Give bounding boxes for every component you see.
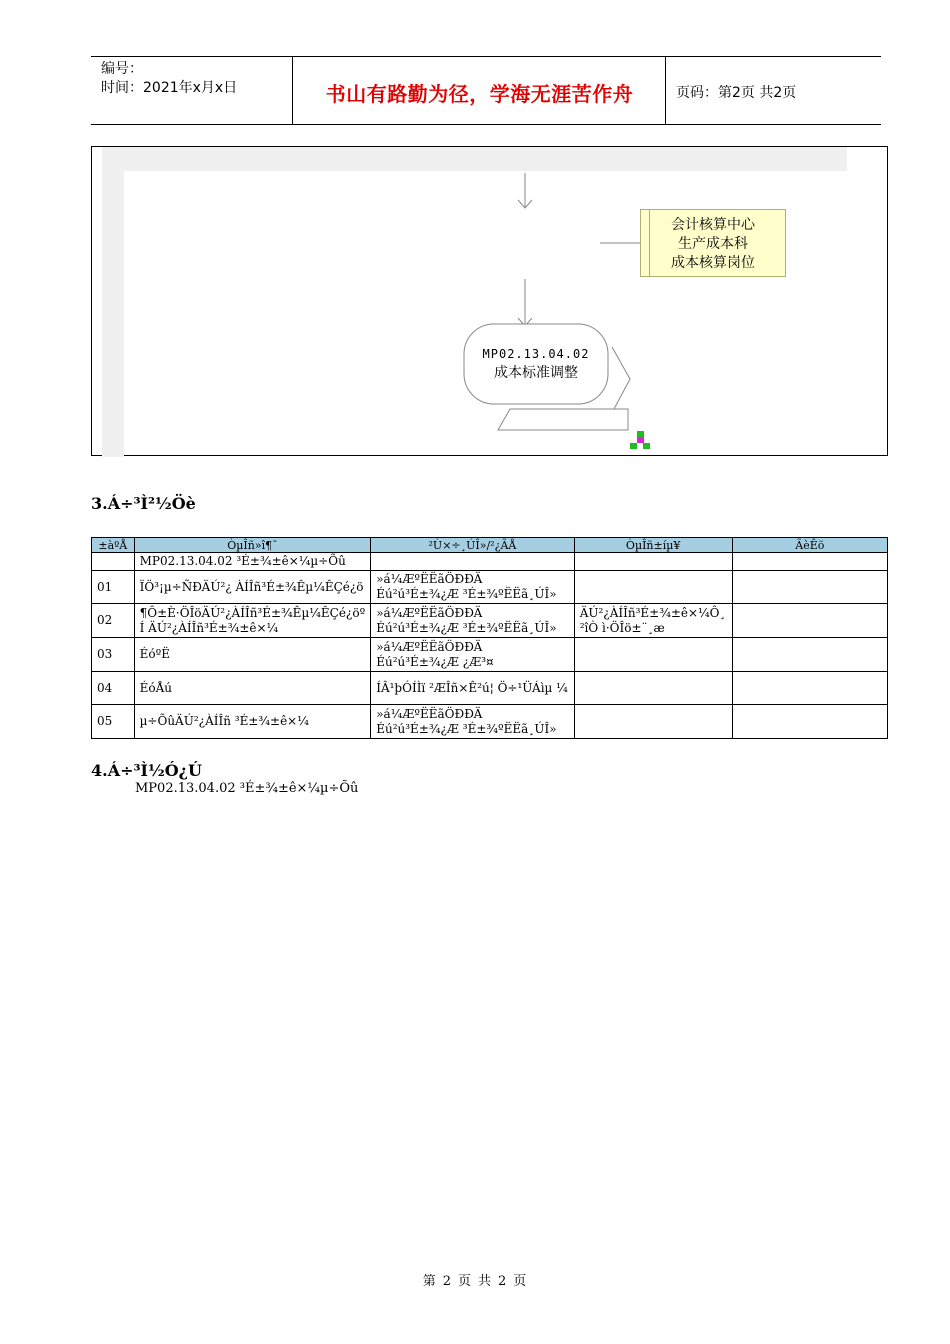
tree-icon	[630, 443, 637, 449]
header-top-rule	[91, 56, 881, 57]
table-cell	[574, 638, 732, 672]
table-cell	[574, 553, 732, 571]
table-cell: ÏÖ³¡µ÷ÑÐÄÚ²¿ ÀÍÎñ³É±¾Êµ¼ÊÇé¿ö	[134, 571, 371, 604]
doc-date-label: 时间：2021年x月x日	[101, 80, 238, 96]
column-header: ÒµÎñ±íµ¥	[574, 538, 732, 553]
table-cell	[574, 672, 732, 705]
table-row	[92, 705, 888, 739]
footer-part: 共	[478, 1274, 493, 1289]
process-name: 成本标准调整	[494, 365, 578, 381]
table-cell	[732, 672, 887, 705]
table-cell: 05	[92, 705, 135, 739]
table-row	[92, 604, 888, 638]
table-cell: 04	[92, 672, 135, 705]
table-cell: ÉóºË	[134, 638, 371, 672]
header-bottom-rule	[91, 124, 881, 125]
table-cell	[574, 571, 732, 604]
section-4-title: 4.Á÷³Ì½Ó¿Ú	[91, 761, 202, 780]
table-row	[92, 638, 888, 672]
column-header: ÒµÎñ»î¶¯	[134, 538, 371, 553]
section-3-title: 3.Á÷³Ì²½Öè	[91, 494, 196, 513]
table-cell	[92, 553, 135, 571]
header-page-number: 页码：第2页 共2页	[676, 85, 797, 101]
table-cell: ÄÚ²¿ÀÍÎñ³É±¾±ê×¼Ô¸ ²îÒ ì·ÖÎö±¨¸æ	[574, 604, 732, 638]
footer-part: 2	[442, 1274, 452, 1289]
table-row	[92, 553, 888, 571]
table-cell: ¶Ô±È·ÖÎöÄÚ²¿ÀÍÎñ³É±¾Êµ¼ÊÇé¿öº Í ÄÚ²¿ÀÍÎñ³É±¾±ê×¼	[134, 604, 371, 638]
org-unit-box	[640, 209, 786, 277]
column-header: ÃèÊö	[732, 538, 887, 553]
table-cell	[732, 553, 887, 571]
table-cell: »á¼ÆºËËãÖÐÐÄ Éú²ú³É±¾¿Æ ¿Æ³¤	[371, 638, 574, 672]
org-box-bar	[649, 210, 650, 276]
table-cell: »á¼ÆºËËãÖÐÐÄ Éú²ú³É±¾¿Æ ³É±¾ºËËã¸ÚÎ»	[371, 571, 574, 604]
section-4-body: MP02.13.04.02 ³É±¾±ê×¼µ÷Õû	[135, 781, 359, 796]
table-cell: 02	[92, 604, 135, 638]
flowchart-panel	[91, 146, 888, 456]
table-row	[92, 571, 888, 604]
process-code: MP02.13.04.02	[482, 347, 590, 361]
flowchart-canvas	[92, 147, 889, 457]
column-header: ±àºÅ	[92, 538, 135, 553]
process-steps-table	[91, 537, 888, 739]
table-header-row	[92, 538, 888, 553]
table-cell: ÉóÅú	[134, 672, 371, 705]
table-cell	[574, 705, 732, 739]
table-cell: 01	[92, 571, 135, 604]
flow-left-band	[102, 171, 124, 457]
table-cell: 03	[92, 638, 135, 672]
offpage-shape-bottom	[498, 409, 628, 430]
table-cell: »á¼ÆºËËãÖÐÐÄ Éú²ú³É±¾¿Æ ³É±¾ºËËã¸ÚÎ»	[371, 705, 574, 739]
table-cell: MP02.13.04.02 ³É±¾±ê×¼µ÷Õû	[134, 553, 371, 571]
table-cell: »á¼ÆºËËãÖÐÐÄ Éú²ú³É±¾¿Æ ³É±¾ºËËã¸ÚÎ»	[371, 604, 574, 638]
header-motto: 书山有路勤为径，学海无涯苦作舟	[325, 82, 634, 106]
org-line: 会计核算中心	[671, 217, 755, 233]
table-cell: ÍÂ¹þÓÍÌï ²ÆÎñ×Ê²ú¦ Ö÷¹ÜÁìµ ¼	[371, 672, 574, 705]
table-row	[92, 672, 888, 705]
table-cell	[371, 553, 574, 571]
footer-part: 第	[422, 1274, 437, 1289]
column-header: ²Ù×÷¸ÚÎ»/²¿ÃÅ	[371, 538, 574, 553]
table-cell: µ÷ÕûÄÚ²¿ÀÍÎñ ³É±¾±ê×¼	[134, 705, 371, 739]
page-footer	[0, 1270, 950, 1289]
table-cell	[732, 638, 887, 672]
tree-icon	[637, 431, 644, 437]
footer-part: 2	[498, 1274, 508, 1289]
org-line: 成本核算岗位	[671, 255, 755, 271]
flow-top-band	[102, 147, 847, 171]
process-node	[464, 345, 608, 383]
table-cell	[732, 705, 887, 739]
tree-icon	[643, 443, 650, 449]
header-info	[101, 60, 237, 98]
doc-code-label: 编号：	[101, 61, 143, 77]
org-line: 生产成本科	[678, 236, 748, 252]
table-cell	[732, 604, 887, 638]
footer-part: 页	[513, 1274, 528, 1289]
offpage-shape-side	[612, 347, 630, 409]
tree-icon	[637, 437, 644, 443]
table-cell	[732, 571, 887, 604]
footer-part: 页	[457, 1274, 472, 1289]
